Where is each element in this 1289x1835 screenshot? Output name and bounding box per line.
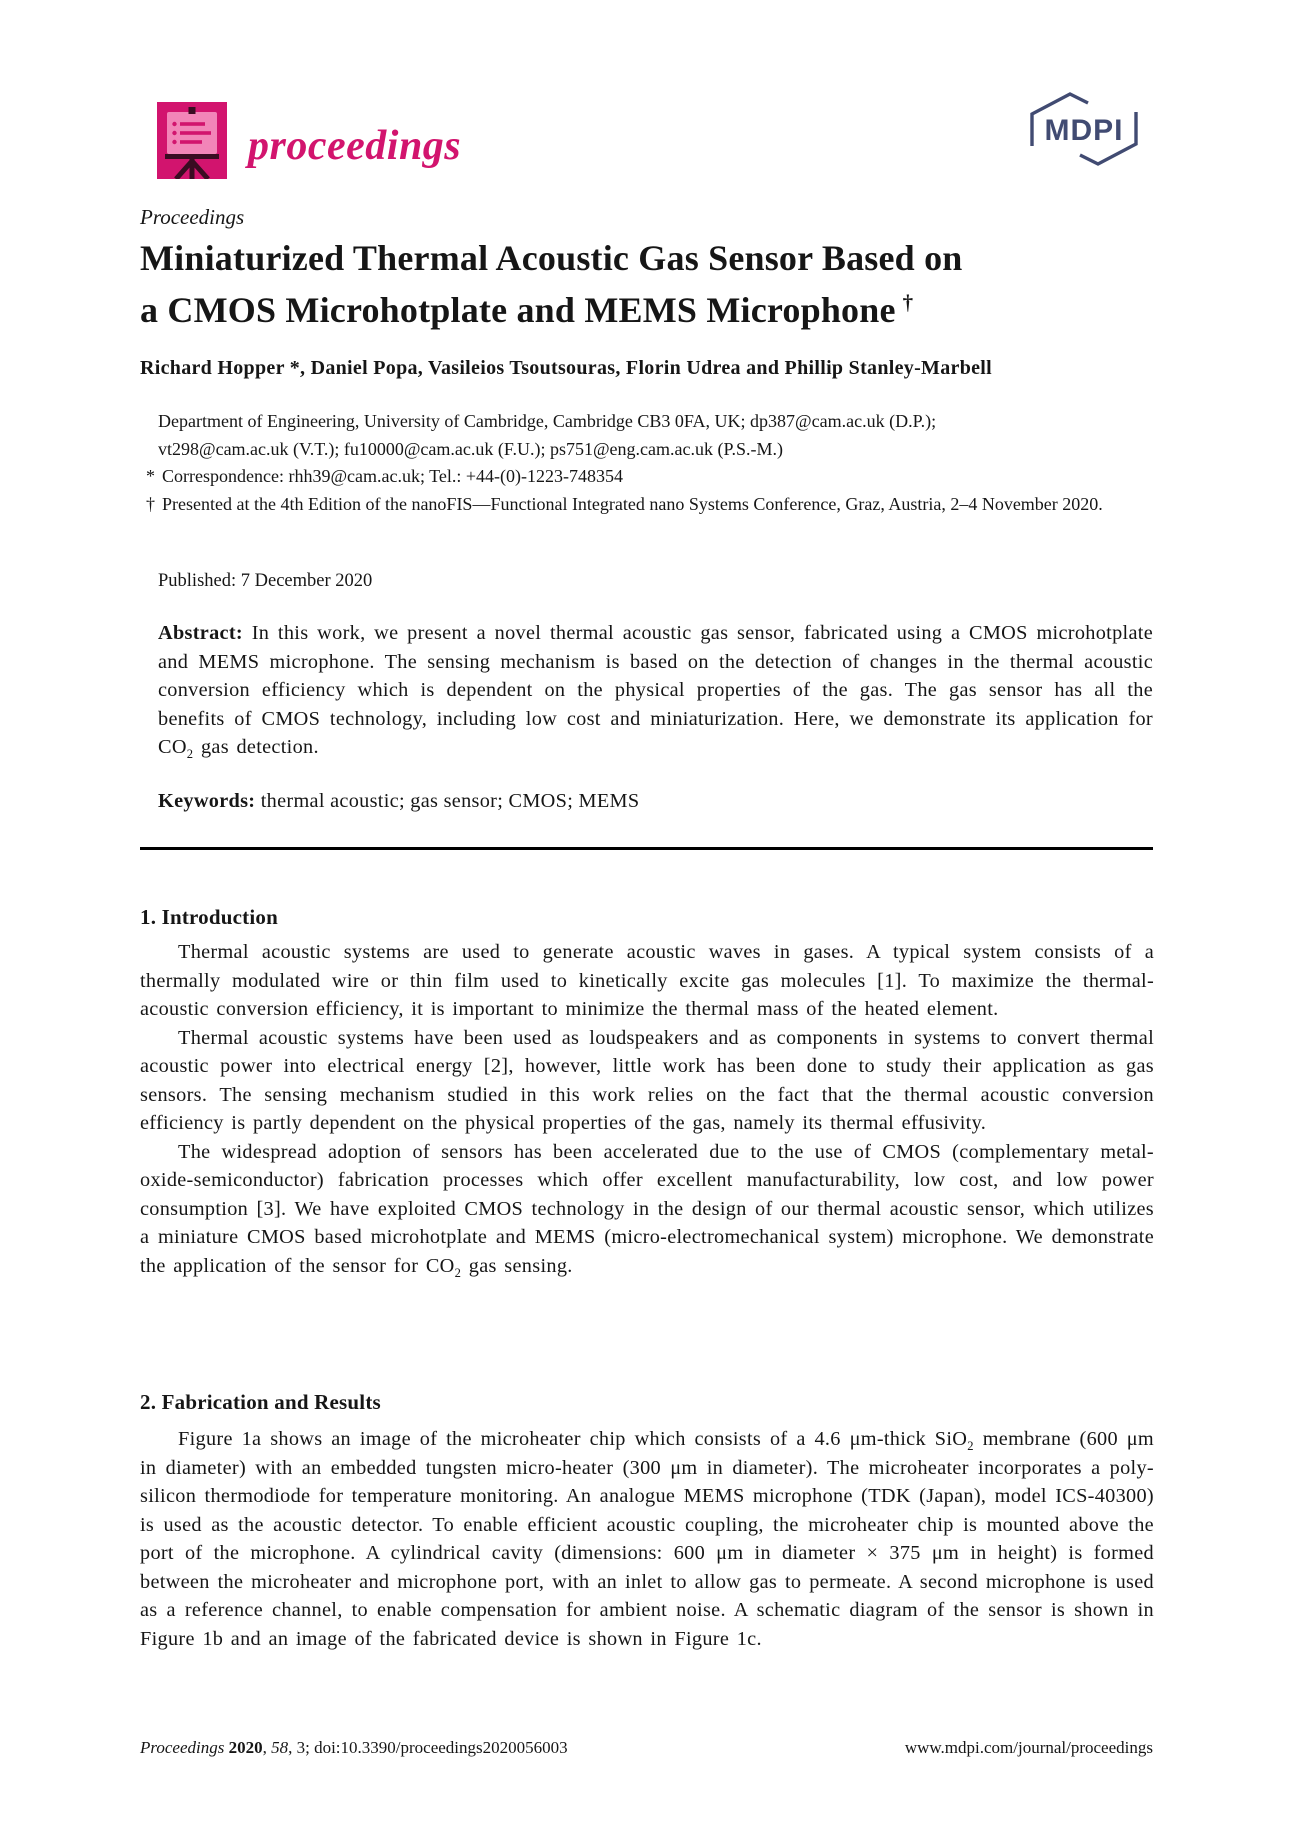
chem-co2: CO <box>425 1254 455 1277</box>
mdpi-logo <box>1024 92 1144 166</box>
asterisk-marker: * <box>146 466 155 487</box>
affiliation-line-2: vt298@cam.ac.uk (V.T.); fu10000@cam.ac.uk (F.U.); ps751@eng.cam.ac.uk (P.S.-M.) <box>158 438 783 459</box>
section-divider-rule <box>140 847 1153 850</box>
easel-presentation-icon <box>157 102 227 179</box>
section-heading-introduction: 1. Introduction <box>140 905 278 929</box>
intro-paragraph-2: Thermal acoustic systems have been used as loudspeakers and as components in systems to convert thermal acoustic power into electrical energy [2], however, little work has been done to study their application as gas sensors. The sensing mechanism studied in this work relies on the fact that the thermal acoustic conversion efficiency is partly dependent on the physical properties of the gas, namely its thermal effusivity. <box>140 1026 1154 1134</box>
fabrication-paragraph-1: Figure 1a shows an image of the microheater chip which consists of a 4.6 μm-thick SiO$_2$ membrane (600 μm in diameter) with an embedded tungsten micro-heater (300 μm in diameter). The microheater incorporates a poly-silicon thermodiode for temperature monitoring. An analogue MEMS microphone (TDK (Japan), model ICS-40300) is used as the acoustic detector. To enable efficient acoustic coupling, the microheater chip is mounted above the port of the microphone. A cylindrical cavity (dimensions: 600 μm in diameter × 375 μm in height) is formed between the microheater and microphone port, with an inlet to allow gas to permeate. A second microphone is used as a reference channel, to enable compensation for ambient noise. A schematic diagram of the sensor is shown in Figure 1b and an image of the fabricated device is shown in Figure 1c. <box>140 1428 1155 1650</box>
footer-journal-url: www.mdpi.com/journal/proceedings <box>904 1738 1153 1757</box>
footer-citation: Proceedings 2020, 58, 3; doi:10.3390/proceedings2020056003 <box>140 1738 568 1757</box>
title-line-1: Miniaturized Thermal Acoustic Gas Sensor Based on <box>140 238 963 278</box>
section-heading-fabrication: 2. Fabrication and Results <box>140 1390 381 1414</box>
affiliation-block <box>146 408 1154 518</box>
presentation-text: Presented at the 4th Edition of the nanoFIS—Functional Integrated nano Systems Conference, Graz, Austria, 2–4 November 2020. <box>162 493 1103 514</box>
dagger-marker: † <box>146 493 155 514</box>
correspondence-note <box>146 463 1154 491</box>
page-footer <box>140 1738 1153 1758</box>
intro-paragraph-3: The widespread adoption of sensors has been accelerated due to the use of CMOS (complementary metal-oxide-semiconductor) fabrication processes which offer excellent manufacturability, low cost, and low power consumption [3]. We have exploited CMOS technology in the design of our thermal acoustic sensor, which utilizes a miniature CMOS based microhotplate and MEMS (micro-electromechanical system) microphone. We demonstrate the application of the sensor for $CO_2$ gas sensing. <box>140 1140 1154 1280</box>
abstract-paragraph: Abstract: In this work, we present a novel thermal acoustic gas sensor, fabricated using a CMOS microhotplate and MEMS microphone. The sensing mechanism is based on the detection of changes in the thermal acoustic conversion efficiency which is dependent on the physical properties of the gas. The gas sensor has all the benefits of CMOS technology, including low cost and miniaturization. Here, we demonstrate its application for $CO_2$ gas detection. <box>158 622 1153 762</box>
published-date: Published: 7 December 2020 <box>158 571 373 591</box>
keywords-label: Keywords: <box>158 790 256 812</box>
intro-paragraph-1: Thermal acoustic systems are used to generate acoustic waves in gases. A typical system consists of a thermally modulated wire or thin film used to kinetically excite gas molecules [1]. To maximize the thermal-acoustic conversion efficiency, it is important to minimize the thermal mass of the heated element. <box>140 941 1154 1020</box>
mdpi-logo-text: MDPI <box>1044 114 1124 147</box>
title-line-2: a CMOS Microhotplate and MEMS Microphone † <box>140 290 914 330</box>
authors-line: Richard Hopper *, Daniel Popa, Vasileios Tsoutsouras, Florin Udrea and Phillip Stanley-Marbell <box>140 357 993 379</box>
chem-co2: CO <box>158 736 187 758</box>
page-title <box>140 236 1160 332</box>
proceedings-logo-icon <box>157 102 227 179</box>
affiliation-line-1: Department of Engineering, University of Cambridge, Cambridge CB3 0FA, UK; dp387@cam.ac.uk (D.P.); <box>158 411 937 431</box>
mdpi-hexagon-icon <box>1024 92 1144 166</box>
article-type-label: Proceedings <box>140 205 245 229</box>
abstract-label: Abstract: <box>158 622 243 644</box>
introduction-body <box>140 938 1154 1280</box>
presentation-note <box>146 491 1154 519</box>
fabrication-body <box>140 1425 1154 1653</box>
keywords-text: thermal acoustic; gas sensor; CMOS; MEMS <box>260 790 640 812</box>
correspondence-text: Correspondence: rhh39@cam.ac.uk; Tel.: +44-(0)-1223-748354 <box>162 466 624 487</box>
keywords-line <box>158 790 639 813</box>
proceedings-wordmark: proceedings <box>248 123 462 169</box>
title-dagger: † <box>902 290 914 314</box>
